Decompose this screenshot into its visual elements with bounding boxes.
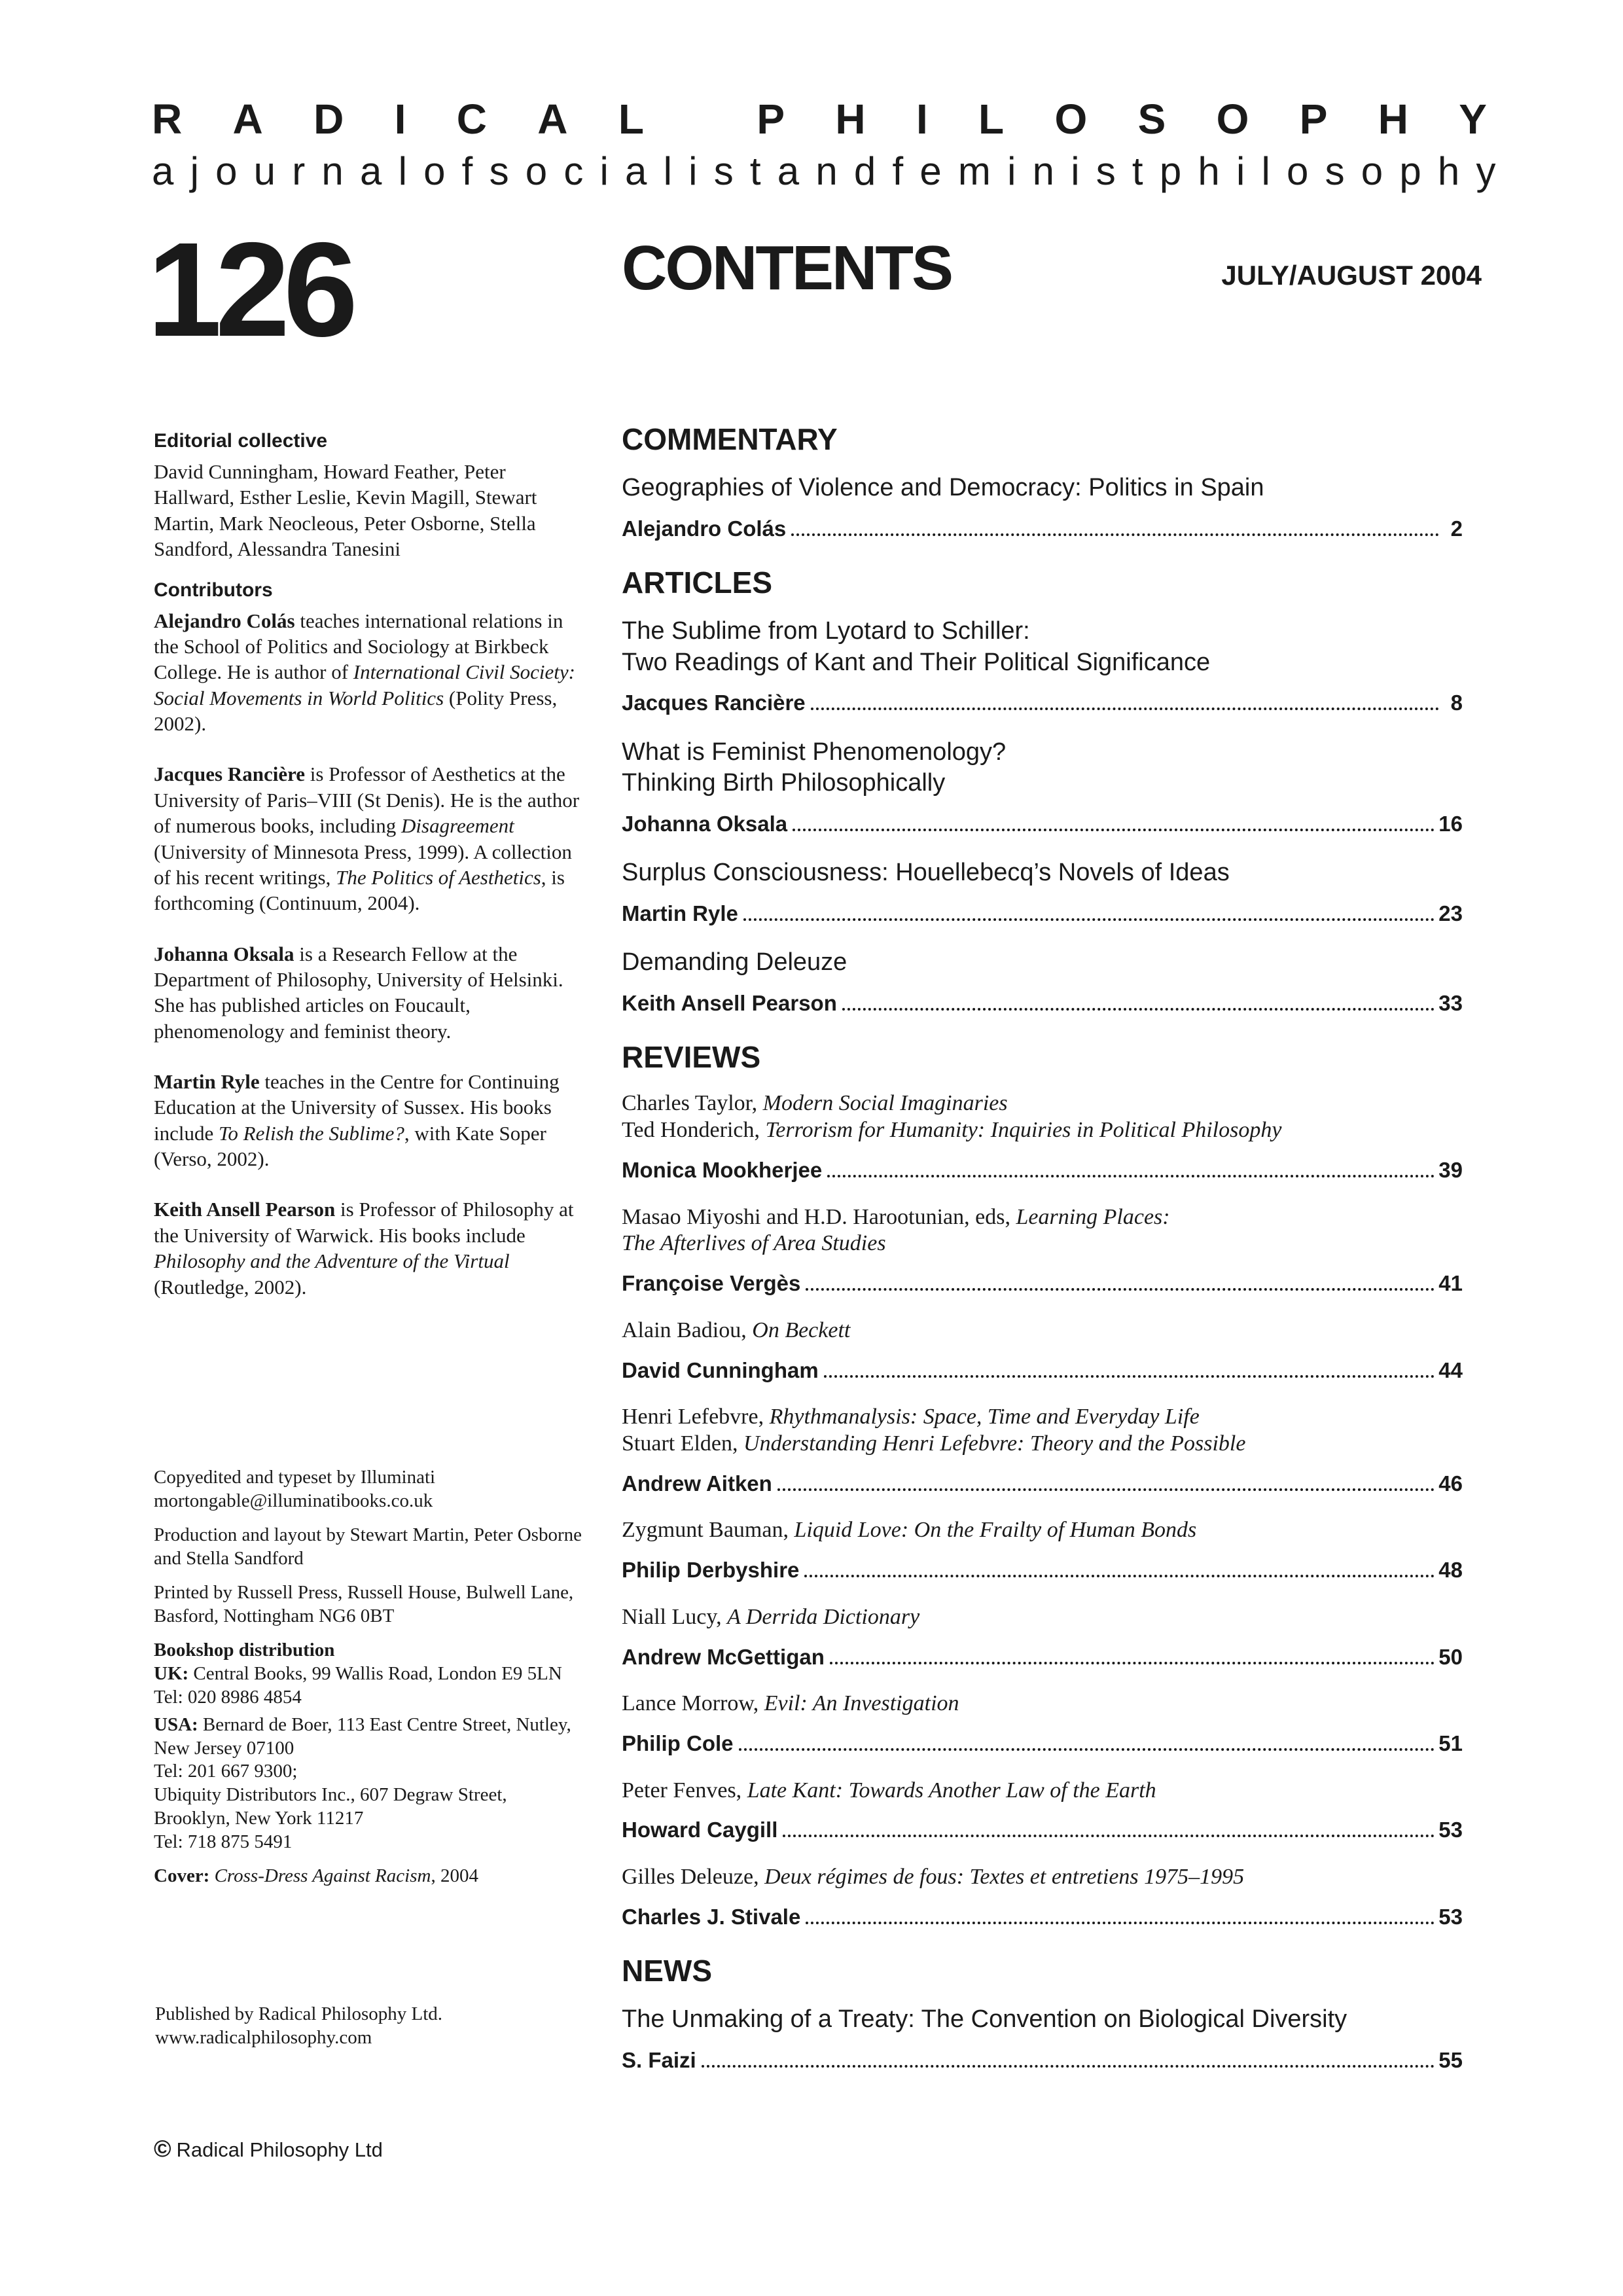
contributor-bio	[154, 761, 586, 916]
title-letter: I	[916, 96, 928, 143]
book-title: Disagreement	[401, 814, 514, 838]
dot-leader	[777, 1488, 1435, 1491]
publisher-info	[155, 2003, 613, 2050]
masthead	[152, 96, 1512, 193]
title-letter: L	[978, 96, 1005, 143]
toc-entry[interactable]	[622, 1604, 1463, 1670]
subtitle-word: journal	[190, 149, 424, 193]
page-number: 55	[1438, 2047, 1463, 2072]
title-letter: P	[757, 96, 785, 143]
entry-author: Alejandro Colás	[622, 516, 787, 541]
usa-distribution	[154, 1713, 586, 1855]
dot-leader	[793, 829, 1435, 831]
title-letter: A	[537, 96, 568, 143]
usa-tel-2: Tel: 718 875 5491	[154, 1831, 293, 1853]
entry-author: David Cunningham	[622, 1357, 819, 1382]
dot-leader	[702, 2065, 1435, 2068]
bio-text: is Professor of Aesthetics at the University of Paris–VIII (St Denis). He is the author of numerous books, including	[154, 762, 580, 838]
entry-leader	[622, 990, 1463, 1016]
entry-author: Philip Derbyshire	[622, 1558, 800, 1583]
entry-leader	[622, 811, 1463, 837]
uk-tel: Tel: 020 8986 4854	[154, 1686, 302, 1708]
page-number: 53	[1438, 1818, 1463, 1842]
entry-leader	[622, 690, 1463, 716]
toc-entry[interactable]	[622, 1517, 1463, 1583]
entry-author: Keith Ansell Pearson	[622, 990, 837, 1015]
journal-title	[152, 96, 1487, 143]
entry-author: Johanna Oksala	[622, 811, 788, 836]
page-number: 48	[1438, 1558, 1463, 1583]
usa-tel: Tel: 201 667 9300;	[154, 1761, 298, 1782]
entry-leader	[622, 1471, 1463, 1497]
entry-leader	[622, 1817, 1463, 1843]
entry-leader	[622, 1357, 1463, 1384]
cover-title: Cross-Dress Against Racism	[214, 1865, 431, 1887]
entry-title: Surplus Consciousness: Houellebecq’s Novels of Ideas	[622, 859, 1230, 887]
review-books: Lance Morrow, Evil: An Investigation	[622, 1691, 959, 1716]
review-books: Zygmunt Bauman, Liquid Love: On the Frailty of Human Bonds	[622, 1518, 1197, 1543]
contributor-bio	[154, 608, 586, 737]
page-number: 46	[1438, 1471, 1463, 1496]
entry-title: The Unmaking of a Treaty: The Convention on Biological Diversity	[622, 2005, 1347, 2034]
title-letter: H	[1378, 96, 1408, 143]
dot-leader	[830, 1662, 1435, 1664]
review-books: Peter Fenves, Late Kant: Towards Another Law of the Earth	[622, 1778, 1156, 1803]
dot-leader	[804, 1575, 1435, 1577]
page-number: 2	[1450, 516, 1463, 541]
bio-text: (Polity Press, 2002).	[154, 686, 558, 736]
copyedit-email-link[interactable]: mortongable@illuminatibooks.co.uk	[154, 1490, 433, 1511]
title-letter: A	[232, 96, 263, 143]
contributor-name: Keith Ansell Pearson	[154, 1198, 336, 1221]
journal-subtitle	[152, 149, 1512, 193]
page-number: 33	[1438, 990, 1463, 1015]
review-books: Gilles Deleuze, Deux régimes de fous: Textes et entretiens 1975–1995	[622, 1864, 1245, 1889]
bio-text: is Professor of Philosophy at the University of Warwick. His books include	[154, 1198, 574, 1247]
title-letter: S	[1137, 96, 1166, 143]
toc-entry[interactable]	[622, 473, 1463, 541]
title-letter: Y	[1459, 96, 1487, 143]
subtitle-word: of	[423, 149, 490, 193]
uk-label: UK:	[154, 1662, 189, 1684]
entry-author: Martin Ryle	[622, 901, 738, 925]
entry-leader	[622, 1904, 1463, 1930]
entry-leader	[622, 1157, 1463, 1183]
page-number: 44	[1438, 1357, 1463, 1382]
cover-label: Cover:	[154, 1865, 210, 1887]
toc-entry[interactable]	[622, 947, 1463, 1016]
entry-title: Geographies of Violence and Democracy: Politics in Spain	[622, 474, 1264, 501]
copyedit-credit: Copyedited and typeset by Illuminati mortongable@illuminatibooks.co.uk	[154, 1467, 436, 1511]
title-letter: H	[835, 96, 866, 143]
usa-address: Bernard de Boer, 113 East Centre Street, Nutley, New Jersey 07100	[154, 1713, 571, 1759]
subtitle-word: feminist	[892, 149, 1160, 193]
distribution-heading: Bookshop distribution	[154, 1639, 335, 1660]
title-letter: D	[313, 96, 344, 143]
section-reviews	[622, 1042, 1463, 1929]
dot-leader	[806, 1288, 1435, 1291]
subtitle-word: philosophy	[1159, 149, 1512, 193]
production-credits	[154, 1466, 586, 1899]
dot-leader	[743, 918, 1435, 921]
editorial-names: David Cunningham, Howard Feather, Peter Hallward, Esther Leslie, Kevin Magill, Stewart Martin, Mark Neocleous, Peter Osborne, Stella Sandford, Alessandra Tanesini	[154, 460, 537, 561]
table-of-contents	[622, 424, 1463, 2099]
entry-title: Demanding Deleuze	[622, 948, 847, 977]
toc-entry[interactable]	[622, 1090, 1463, 1183]
publisher-line: Published by Radical Philosophy Ltd.	[155, 2003, 443, 2024]
copyright-text: Radical Philosophy Ltd	[176, 2138, 383, 2161]
section-commentary	[622, 424, 1463, 541]
dot-leader	[811, 708, 1439, 710]
review-books: Alain Badiou, On Beckett	[622, 1318, 851, 1342]
entry-leader	[622, 516, 1463, 542]
contributor-bio	[154, 941, 586, 1044]
usa-address-2: Ubiquity Distributors Inc., 607 Degraw Street, Brooklyn, New York 11217	[154, 1784, 507, 1829]
section-heading: REVIEWS	[622, 1040, 761, 1075]
bio-text: (Routledge, 2002).	[154, 1275, 307, 1299]
book-title: International Civil Society: Social Movements in World Politics	[154, 660, 575, 709]
entry-leader	[622, 1731, 1463, 1757]
contributor-name: Martin Ryle	[154, 1070, 260, 1094]
toc-entry[interactable]	[622, 1404, 1463, 1496]
entry-leader	[622, 1557, 1463, 1583]
toc-entry[interactable]	[622, 1318, 1463, 1383]
dot-leader	[791, 533, 1439, 536]
section-heading: NEWS	[622, 1954, 712, 1988]
title-letter: C	[456, 96, 487, 143]
toc-entry[interactable]	[622, 1778, 1463, 1843]
toc-entry[interactable]	[622, 616, 1463, 716]
contents-heading: CONTENTS	[622, 233, 952, 303]
entry-author: Philip Cole	[622, 1731, 734, 1755]
toc-entry[interactable]	[622, 737, 1463, 837]
entry-leader	[622, 1270, 1463, 1297]
entry-title: The Sublime from Lyotard to Schiller: Two Readings of Kant and Their Political Significance	[622, 617, 1211, 676]
book-title: To Relish the Sublime?	[219, 1121, 404, 1145]
entry-author: Charles J. Stivale	[622, 1904, 801, 1929]
entry-author: Howard Caygill	[622, 1818, 778, 1842]
subtitle-word: and	[777, 149, 893, 193]
section-news	[622, 1956, 1463, 2073]
bio-text: (University of Minnesota Press, 1999). A collection of his recent writings,	[154, 840, 572, 889]
section-heading: ARTICLES	[622, 565, 772, 600]
toc-entry[interactable]	[622, 2004, 1463, 2073]
copyright	[154, 2135, 383, 2162]
contributor-name: Johanna Oksala	[154, 942, 294, 965]
page-number: 39	[1438, 1158, 1463, 1183]
entry-author: Monica Mookherjee	[622, 1158, 823, 1183]
contributor-bio	[154, 1069, 586, 1172]
title-letter	[694, 98, 706, 140]
bio-text: , is forthcoming (Continuum, 2004).	[154, 865, 565, 915]
issue-date: JULY/AUGUST 2004	[1221, 260, 1482, 291]
review-books: Charles Taylor, Modern Social Imaginaries Ted Honderich, Terrorism for Humanity: Inquiries in Political Philosophy	[622, 1091, 1282, 1143]
bio-text: is a Research Fellow at the Department of Philosophy, University of Helsinki. She has published articles on Foucault, phenomenology and feminist theory.	[154, 942, 563, 1043]
book-title: The Politics of Aesthetics	[336, 865, 541, 889]
page-number: 51	[1438, 1731, 1463, 1755]
review-books: Niall Lucy, A Derrida Dictionary	[622, 1604, 920, 1629]
usa-label: USA:	[154, 1713, 198, 1735]
title-letter: O	[1054, 96, 1088, 143]
section-articles	[622, 567, 1463, 1016]
subtitle-word: socialist	[489, 149, 777, 193]
dot-leader	[827, 1175, 1435, 1177]
page-number: 8	[1450, 691, 1463, 715]
dot-leader	[739, 1748, 1435, 1751]
printer-credit: Printed by Russell Press, Russell House, Bulwell Lane, Basford, Nottingham NG6 0BT	[154, 1581, 574, 1626]
contributor-name: Alejandro Colás	[154, 609, 295, 632]
page-number: 53	[1438, 1904, 1463, 1929]
title-letter: R	[152, 96, 183, 143]
review-books: Masao Miyoshi and H.D. Harootunian, eds, Learning Places: The Afterlives of Area Studies	[622, 1204, 1170, 1256]
cover-credit: Cover: Cross-Dress Against Racism, 2004	[154, 1865, 478, 1887]
dot-leader	[806, 1922, 1435, 1924]
bio-text: , with Kate Soper (Verso, 2002).	[154, 1121, 546, 1171]
page-number: 23	[1438, 901, 1463, 925]
bio-text: teaches international relations in the School of Politics and Sociology at Birkbeck College. He is author of	[154, 609, 563, 684]
entry-author: S. Faizi	[622, 2047, 696, 2072]
uk-address: Central Books, 99 Wallis Road, London E9 5LN	[193, 1662, 562, 1684]
entry-leader	[622, 901, 1463, 927]
section-heading: COMMENTARY	[622, 422, 838, 456]
entry-author: Andrew McGettigan	[622, 1644, 825, 1669]
dot-leader	[824, 1375, 1435, 1378]
subtitle-word: a	[152, 149, 190, 193]
page-number: 41	[1438, 1271, 1463, 1296]
entry-leader	[622, 2047, 1463, 2073]
publisher-website-link[interactable]: www.radicalphilosophy.com	[155, 2026, 372, 2048]
title-letter: P	[1299, 96, 1328, 143]
entry-author: Françoise Vergès	[622, 1271, 801, 1296]
sidebar	[154, 429, 586, 1325]
distribution-block	[154, 1639, 586, 1710]
editorial-heading: Editorial collective	[154, 430, 328, 452]
entry-author: Andrew Aitken	[622, 1471, 772, 1496]
title-letter: I	[394, 96, 406, 143]
entry-title: What is Feminist Phenomenology? Thinking Birth Philosophically	[622, 738, 1007, 797]
bio-text: teaches in the Centre for Continuing Education at the University of Sussex. His books include	[154, 1070, 560, 1145]
contributor-bio	[154, 1196, 586, 1299]
layout-credit: Production and layout by Stewart Martin, Peter Osborne and Stella Sandford	[154, 1524, 582, 1569]
toc-entry[interactable]	[622, 1864, 1463, 1929]
page-number: 50	[1438, 1644, 1463, 1669]
dot-leader	[783, 1835, 1435, 1837]
entry-leader	[622, 1644, 1463, 1670]
book-title: Philosophy and the Adventure of the Virtual	[154, 1249, 510, 1273]
toc-entry[interactable]	[622, 1204, 1463, 1297]
copyright-icon: ©	[154, 2135, 171, 2162]
issue-number: 126	[147, 215, 352, 365]
title-letter: L	[618, 96, 644, 143]
contributor-name: Jacques Rancière	[154, 762, 306, 786]
toc-entry[interactable]	[622, 857, 1463, 926]
dot-leader	[842, 1008, 1435, 1011]
title-letter: O	[1216, 96, 1249, 143]
entry-author: Jacques Rancière	[622, 691, 806, 715]
review-books: Henri Lefebvre, Rhythmanalysis: Space, Time and Everyday Life Stuart Elden, Understanding Henri Lefebvre: Theory and the Possible	[622, 1405, 1246, 1456]
toc-entry[interactable]	[622, 1691, 1463, 1756]
contributors-heading: Contributors	[154, 579, 273, 601]
page-number: 16	[1438, 811, 1463, 836]
